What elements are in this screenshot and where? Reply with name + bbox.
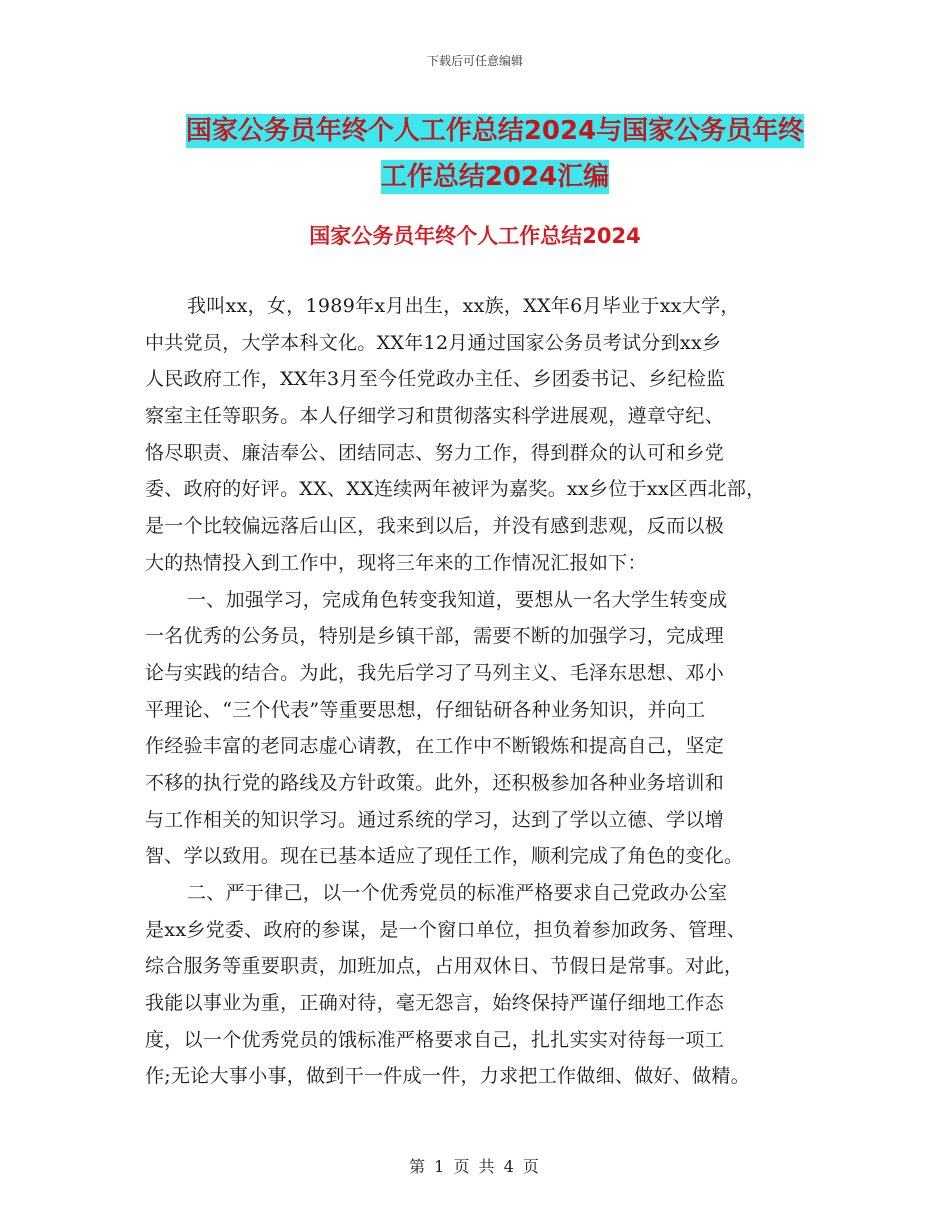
body-line: 不移的执行党的路线及方针政策。此外，还积极参加各种业务培训和 (145, 771, 725, 794)
body-line: 中共党员，大学本科文化。XX年12月通过国家公务员考试分到xx乡 (145, 331, 722, 354)
body-line: 论与实践的结合。为此，我先后学习了马列主义、毛泽东思想、邓小 (145, 661, 725, 684)
body-line: 大的热情投入到工作中，现将三年来的工作情况汇报如下： (145, 551, 647, 574)
body-line: 二、严于律己，以一个优秀党员的标准严格要求自己党政办公室 (187, 882, 728, 904)
body-text (145, 288, 815, 1095)
body-line: 与工作相关的知识学习。通过系统的学习，达到了学以立德、学以增 (145, 808, 725, 831)
body-line: 我能以事业为重，正确对待，毫无怨言，始终保持严谨仔细地工作态 (145, 992, 725, 1015)
title-line-2: 工作总结2024汇编 (380, 162, 610, 192)
title-line-1: 国家公务员年终个人工作总结2024与国家公务员年终 (185, 116, 805, 146)
body-line: 一、加强学习，完成角色转变我知道，要想从一名大学生转变成 (187, 588, 728, 611)
body-line: 作经验丰富的老同志虚心请教，在工作中不断锻炼和提高自己，坚定 (145, 735, 725, 758)
header-note: 下载后可任意编辑 (426, 54, 523, 68)
body-line: 作;无论大事小事，做到干一件成一件，力求把工作做细、做好、做精。 (145, 1065, 751, 1088)
body-line: 度，以一个优秀党员的饿标准严格要求自己，扎扎实实对待每一项工 (145, 1028, 725, 1051)
body-line: 人民政府工作，XX年3月至今任党政办主任、乡团委书记、乡纪检监 (145, 368, 726, 391)
section-title: 国家公务员年终个人工作总结2024 (309, 224, 641, 248)
body-line: 一名优秀的公务员，特别是乡镇干部，需要不断的加强学习，完成理 (145, 625, 725, 648)
body-line: 智、学以致用。现在已基本适应了现任工作，顺利完成了角色的变化。 (145, 845, 744, 868)
body-line: 我叫xx，女，1989年x月出生，xx族，XX年6月毕业于xx大学， (187, 295, 740, 317)
body-line: 平理论、“三个代表”等重要思想，仔细钻研各种业务知识，并向工 (145, 698, 706, 721)
body-line: 恪尽职责、廉洁奉公、团结同志、努力工作，得到群众的认可和乡党 (145, 441, 725, 464)
body-line: 综合服务等重要职责，加班加点，占用双休日、节假日是常事。对此， (145, 955, 744, 978)
body-line: 察室主任等职务。本人仔细学习和贯彻落实科学进展观，遵章守纪、 (145, 405, 725, 428)
body-line: 委、政府的好评。XX、XX连续两年被评为嘉奖。xx乡位于xx区西北部， (145, 478, 766, 501)
body-line: 是一个比较偏远落后山区，我来到以后，并没有感到悲观，反而以极 (145, 515, 725, 538)
body-line: 是xx乡党委、政府的参谋，是一个窗口单位，担负着参加政务、管理、 (145, 918, 747, 941)
document-title (145, 108, 845, 200)
page-number: 第 1 页 共 4 页 (409, 1157, 541, 1176)
